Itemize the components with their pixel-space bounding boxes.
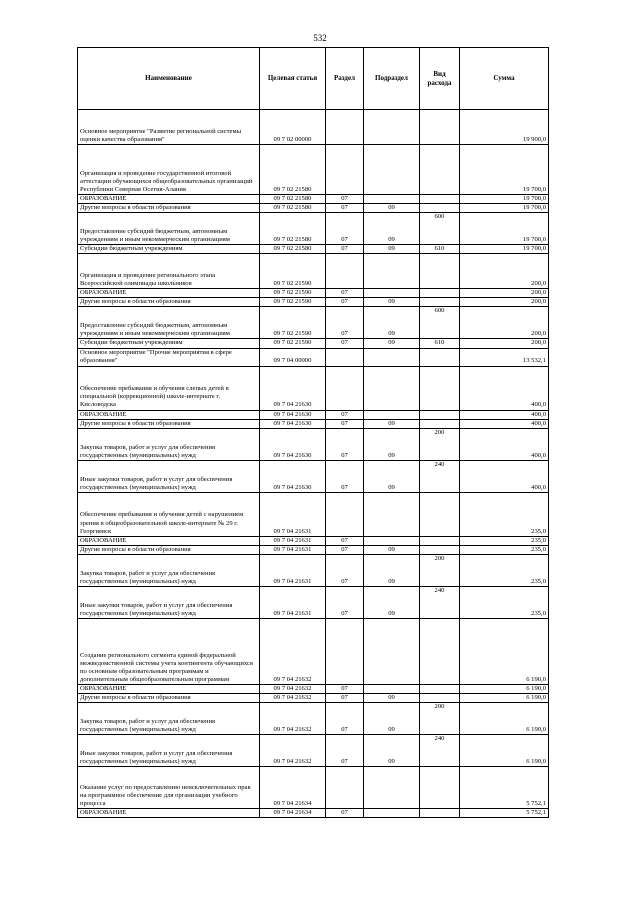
row-type-cell: 610 [420,339,460,348]
row-amount-cell: 200,0 [460,339,549,348]
row-type-cell: 240 [420,586,460,618]
row-article-cell: 09 7 02 21590 [260,289,326,298]
row-subsection-cell: 09 [364,419,420,428]
row-name-cell: Организация и проведение регионального этапа Всероссийской олимпиады школьников [78,254,260,289]
table-row [78,410,549,419]
row-name-cell: Создание регионального сегмента единой федеральной межведомственной системы учета контингента обучающихся по основным образовательным программам и дополнительным общеобразовательным программам [78,618,260,684]
row-section-cell [326,254,364,289]
row-name-cell: ОБРАЗОВАНИЕ [78,536,260,545]
table-row [78,307,549,339]
row-section-cell: 07 [326,428,364,460]
table-row [78,767,549,809]
row-amount-cell: 200,0 [460,298,549,307]
row-subsection-cell: 09 [364,245,420,254]
row-article-cell: 09 7 02 21580 [260,213,326,245]
row-type-cell: 610 [420,245,460,254]
row-article-cell: 09 7 02 00000 [260,110,326,145]
row-type-cell [420,492,460,536]
table-row [78,684,549,693]
row-subsection-cell: 09 [364,586,420,618]
row-name-cell: ОБРАЗОВАНИЕ [78,809,260,818]
table-row [78,213,549,245]
row-article-cell: 09 7 02 21580 [260,145,326,195]
row-subsection-cell: 09 [364,545,420,554]
header-expense-type: Вид расхода [420,48,460,110]
row-amount-cell: 19 700,0 [460,145,549,195]
row-subsection-cell: 09 [364,428,420,460]
row-section-cell: 07 [326,694,364,703]
row-amount-cell: 400,0 [460,366,549,410]
row-section-cell: 07 [326,195,364,204]
row-section-cell [326,348,364,366]
row-name-cell: Основное мероприятие "Развитие региональной системы оценки качества образования" [78,110,260,145]
row-amount-cell: 6 190,0 [460,694,549,703]
row-section-cell: 07 [326,204,364,213]
row-article-cell: 09 7 04 21631 [260,545,326,554]
row-section-cell: 07 [326,536,364,545]
row-subsection-cell: 09 [364,735,420,767]
row-name-cell: Иные закупки товаров, работ и услуг для обеспечения государственных (муниципальных) нужд [78,586,260,618]
row-section-cell: 07 [326,460,364,492]
row-subsection-cell [364,684,420,693]
row-type-cell [420,767,460,809]
table-row [78,586,549,618]
budget-table [77,47,549,818]
table-row [78,703,549,735]
table-row [78,809,549,818]
row-section-cell [326,618,364,684]
row-subsection-cell: 09 [364,460,420,492]
header-section: Раздел [326,48,364,110]
row-name-cell: Закупка товаров, работ и услуг для обеспечения государственных (муниципальных) нужд [78,428,260,460]
row-article-cell: 09 7 02 21590 [260,339,326,348]
row-type-cell [420,536,460,545]
row-name-cell: ОБРАЗОВАНИЕ [78,684,260,693]
row-name-cell: Организация и проведение государственной итоговой аттестации обучающихся общеобразовательных организаций Республики Северная Осетия-Алания [78,145,260,195]
row-article-cell: 09 7 02 21590 [260,298,326,307]
row-section-cell [326,145,364,195]
row-section-cell: 07 [326,419,364,428]
row-subsection-cell: 09 [364,298,420,307]
row-type-cell [420,348,460,366]
row-subsection-cell [364,195,420,204]
row-section-cell: 07 [326,554,364,586]
row-subsection-cell [364,348,420,366]
row-amount-cell: 6 190,0 [460,618,549,684]
row-article-cell: 09 7 02 21580 [260,204,326,213]
row-type-cell [420,298,460,307]
row-subsection-cell [364,767,420,809]
row-type-cell [420,195,460,204]
row-name-cell: Закупка товаров, работ и услуг для обеспечения государственных (муниципальных) нужд [78,554,260,586]
row-name-cell: Другие вопросы в области образования [78,298,260,307]
row-amount-cell: 6 190,0 [460,684,549,693]
row-subsection-cell [364,254,420,289]
row-article-cell: 09 7 04 21630 [260,428,326,460]
header-article: Целевая статья [260,48,326,110]
row-name-cell: Предоставление субсидий бюджетным, автономным учреждениям и иным некоммерческим организациям [78,307,260,339]
row-article-cell: 09 7 04 21630 [260,410,326,419]
row-section-cell [326,492,364,536]
row-amount-cell: 235,0 [460,536,549,545]
row-name-cell: Субсидии бюджетным учреждениям [78,245,260,254]
row-type-cell: 240 [420,460,460,492]
row-amount-cell: 5 752,1 [460,809,549,818]
row-amount-cell: 235,0 [460,554,549,586]
row-section-cell: 07 [326,586,364,618]
row-section-cell [326,767,364,809]
row-amount-cell: 400,0 [460,460,549,492]
row-article-cell: 09 7 04 21632 [260,618,326,684]
table-row [78,492,549,536]
row-section-cell: 07 [326,684,364,693]
row-type-cell [420,254,460,289]
row-subsection-cell [364,536,420,545]
row-article-cell: 09 7 04 21634 [260,767,326,809]
header-name: Наименование [78,48,260,110]
row-amount-cell: 19 700,0 [460,195,549,204]
row-type-cell [420,684,460,693]
row-name-cell: ОБРАЗОВАНИЕ [78,410,260,419]
row-article-cell: 09 7 04 21631 [260,492,326,536]
row-article-cell: 09 7 02 21590 [260,307,326,339]
row-type-cell [420,366,460,410]
table-row [78,204,549,213]
row-subsection-cell [364,618,420,684]
table-header-row [78,48,549,110]
header-subsection: Подраздел [364,48,420,110]
row-type-cell: 200 [420,703,460,735]
row-amount-cell: 200,0 [460,307,549,339]
row-name-cell: Оказание услуг по предоставлению неисключительных прав на программное обеспечение для организации учебного процесса [78,767,260,809]
header-amount: Сумма [460,48,549,110]
row-type-cell [420,419,460,428]
table-row [78,735,549,767]
row-section-cell: 07 [326,703,364,735]
table-row [78,366,549,410]
row-subsection-cell [364,366,420,410]
table-row [78,339,549,348]
row-article-cell: 09 7 04 21631 [260,554,326,586]
row-amount-cell: 235,0 [460,545,549,554]
row-type-cell: 200 [420,554,460,586]
row-section-cell: 07 [326,809,364,818]
table-body [78,110,549,818]
row-section-cell: 07 [326,289,364,298]
row-amount-cell: 400,0 [460,419,549,428]
row-amount-cell: 19 700,0 [460,204,549,213]
row-article-cell: 09 7 04 21632 [260,703,326,735]
row-article-cell: 09 7 04 21630 [260,366,326,410]
row-type-cell [420,694,460,703]
row-type-cell: 200 [420,428,460,460]
table-row [78,298,549,307]
row-subsection-cell [364,809,420,818]
row-type-cell [420,545,460,554]
row-subsection-cell: 09 [364,213,420,245]
row-name-cell: Обеспечение пребывания и обучения слепых детей в специальной (коррекционной) школе-интернате г. Кисловодска [78,366,260,410]
row-name-cell: Иные закупки товаров, работ и услуг для обеспечения государственных (муниципальных) нужд [78,460,260,492]
row-article-cell: 09 7 04 21630 [260,460,326,492]
table-row [78,245,549,254]
row-type-cell: 600 [420,307,460,339]
row-subsection-cell [364,289,420,298]
row-type-cell [420,289,460,298]
table-row [78,536,549,545]
row-section-cell [326,366,364,410]
row-article-cell: 09 7 02 21580 [260,245,326,254]
table-row [78,254,549,289]
row-name-cell: Другие вопросы в области образования [78,694,260,703]
row-subsection-cell: 09 [364,339,420,348]
row-article-cell: 09 7 04 21631 [260,536,326,545]
row-section-cell: 07 [326,298,364,307]
row-section-cell [326,110,364,145]
row-amount-cell: 5 752,1 [460,767,549,809]
row-section-cell: 07 [326,735,364,767]
row-section-cell: 07 [326,339,364,348]
row-article-cell: 09 7 02 21590 [260,254,326,289]
row-section-cell: 07 [326,545,364,554]
row-type-cell [420,809,460,818]
table-row [78,694,549,703]
page-number: 532 [313,33,327,43]
table-row [78,428,549,460]
row-section-cell: 07 [326,213,364,245]
row-amount-cell: 235,0 [460,586,549,618]
row-name-cell: Обеспечение пребывания и обучения детей с нарушением зрения в общеобразовательной школе-интернате № 29 г. Георгиевск [78,492,260,536]
row-amount-cell: 19 700,0 [460,213,549,245]
row-amount-cell: 200,0 [460,254,549,289]
row-article-cell: 09 7 04 21634 [260,809,326,818]
row-subsection-cell: 09 [364,694,420,703]
row-name-cell: Основное мероприятие "Прочие мероприятия в сфере образования" [78,348,260,366]
row-section-cell: 07 [326,307,364,339]
row-name-cell: Предоставление субсидий бюджетным, автономным учреждениям и иным некоммерческим организациям [78,213,260,245]
table-row [78,145,549,195]
row-amount-cell: 400,0 [460,410,549,419]
row-name-cell: Иные закупки товаров, работ и услуг для обеспечения государственных (муниципальных) нужд [78,735,260,767]
table-row [78,460,549,492]
row-amount-cell: 19 700,0 [460,245,549,254]
row-amount-cell: 200,0 [460,289,549,298]
row-name-cell: Другие вопросы в области образования [78,204,260,213]
row-name-cell: Другие вопросы в области образования [78,419,260,428]
table-row [78,348,549,366]
row-name-cell: Субсидии бюджетным учреждениям [78,339,260,348]
row-name-cell: ОБРАЗОВАНИЕ [78,195,260,204]
row-name-cell: Другие вопросы в области образования [78,545,260,554]
table-row [78,110,549,145]
row-type-cell [420,110,460,145]
row-type-cell [420,410,460,419]
table-row [78,554,549,586]
row-article-cell: 09 7 04 21632 [260,684,326,693]
table-row [78,545,549,554]
table-row [78,419,549,428]
row-article-cell: 09 7 02 21580 [260,195,326,204]
row-amount-cell: 19 900,0 [460,110,549,145]
row-name-cell: Закупка товаров, работ и услуг для обеспечения государственных (муниципальных) нужд [78,703,260,735]
row-subsection-cell [364,492,420,536]
row-name-cell: ОБРАЗОВАНИЕ [78,289,260,298]
row-article-cell: 09 7 04 21630 [260,419,326,428]
row-amount-cell: 13 532,1 [460,348,549,366]
row-article-cell: 09 7 04 21632 [260,694,326,703]
row-amount-cell: 400,0 [460,428,549,460]
row-section-cell: 07 [326,245,364,254]
row-subsection-cell: 09 [364,703,420,735]
row-subsection-cell [364,110,420,145]
table-row [78,289,549,298]
row-amount-cell: 6 190,0 [460,703,549,735]
row-article-cell: 09 7 04 21631 [260,586,326,618]
row-subsection-cell [364,410,420,419]
table-row [78,195,549,204]
row-amount-cell: 235,0 [460,492,549,536]
row-subsection-cell: 09 [364,554,420,586]
row-subsection-cell: 09 [364,204,420,213]
row-article-cell: 09 7 04 00000 [260,348,326,366]
row-subsection-cell [364,145,420,195]
row-subsection-cell: 09 [364,307,420,339]
row-type-cell [420,204,460,213]
row-type-cell [420,618,460,684]
row-article-cell: 09 7 04 21632 [260,735,326,767]
row-type-cell: 240 [420,735,460,767]
row-amount-cell: 6 190,0 [460,735,549,767]
table-row [78,618,549,684]
row-type-cell [420,145,460,195]
row-type-cell: 600 [420,213,460,245]
row-section-cell: 07 [326,410,364,419]
